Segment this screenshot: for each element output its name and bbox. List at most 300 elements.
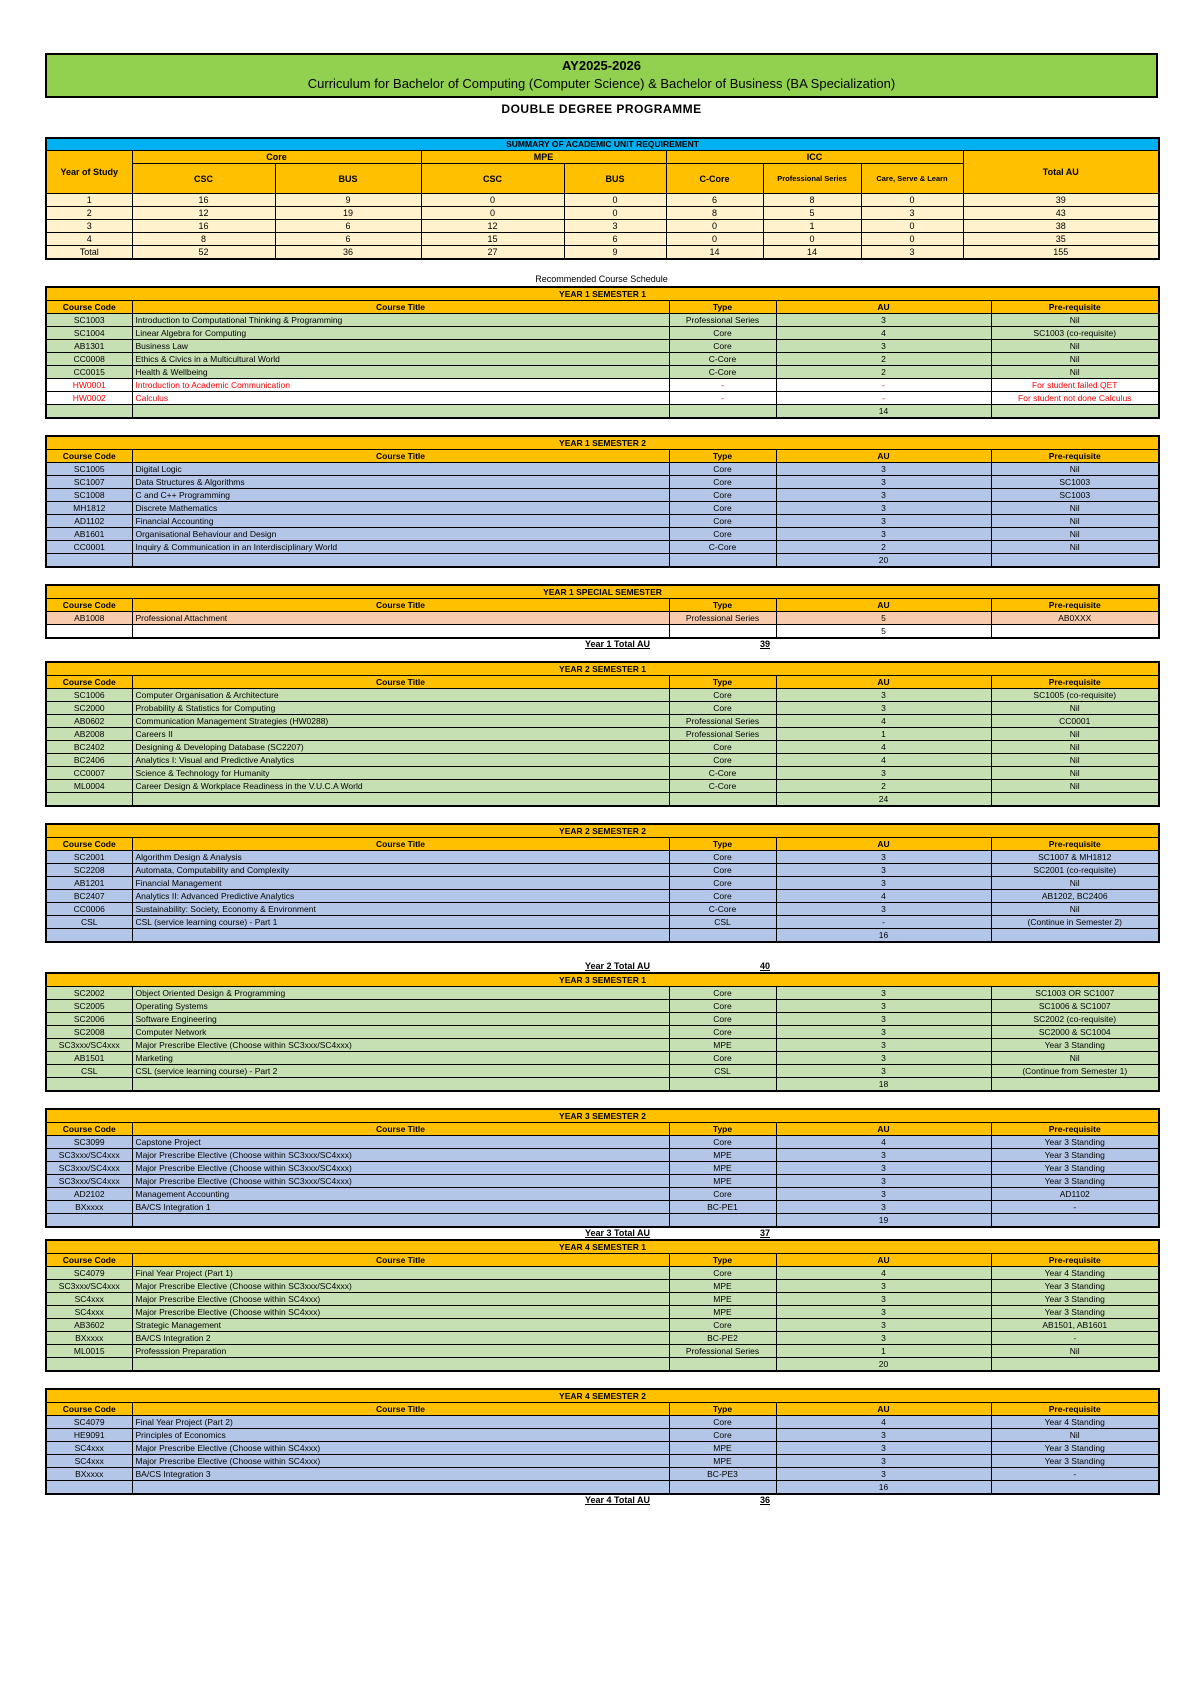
course-row xyxy=(46,327,1159,340)
year4-sem1-section xyxy=(45,1239,1158,1372)
course-type: Core xyxy=(669,1000,776,1013)
course-type: Core xyxy=(669,1052,776,1065)
course-row xyxy=(46,541,1159,554)
col-header-type: Type xyxy=(669,1254,776,1267)
column-header-row xyxy=(46,599,1159,612)
col-header-prereq: Pre-requisite xyxy=(991,1254,1159,1267)
course-au: - xyxy=(776,916,991,929)
course-prereq: Nil xyxy=(991,515,1159,528)
course-prereq: SC1003 xyxy=(991,489,1159,502)
course-prereq: Nil xyxy=(991,1345,1159,1358)
course-type: Core xyxy=(669,1188,776,1201)
course-type: Core xyxy=(669,327,776,340)
semester-total-row xyxy=(46,1214,1159,1228)
course-type: MPE xyxy=(669,1162,776,1175)
summary-cell: 155 xyxy=(963,246,1159,260)
year4-sem2-section xyxy=(45,1388,1158,1495)
summary-row xyxy=(46,246,1159,260)
summary-cell: 4 xyxy=(46,233,132,246)
course-type: Core xyxy=(669,1416,776,1429)
course-title: BA/CS Integration 1 xyxy=(132,1201,669,1214)
course-title: Final Year Project (Part 1) xyxy=(132,1267,669,1280)
course-title: Major Prescribe Elective (Choose within SC3xxx/SC4xxx) xyxy=(132,1175,669,1188)
col-header: Professional Series xyxy=(763,164,861,194)
course-code: SC1005 xyxy=(46,463,132,476)
col-header-prereq: Pre-requisite xyxy=(991,450,1159,463)
course-title: Introduction to Computational Thinking & Programming xyxy=(132,314,669,327)
course-type: MPE xyxy=(669,1293,776,1306)
course-prereq: Nil xyxy=(991,528,1159,541)
course-au: 2 xyxy=(776,353,991,366)
course-row xyxy=(46,689,1159,702)
course-type: Core xyxy=(669,1013,776,1026)
course-row xyxy=(46,1332,1159,1345)
course-code: SC2006 xyxy=(46,1013,132,1026)
semester-total-row xyxy=(46,405,1159,419)
course-code: SC1004 xyxy=(46,327,132,340)
year-total-label: Year 4 Total AU xyxy=(585,1495,651,1505)
course-title: Financial Management xyxy=(132,877,669,890)
summary-cell: 5 xyxy=(763,207,861,220)
col-header-code: Course Code xyxy=(46,676,132,689)
semester-total-au: 14 xyxy=(776,405,991,419)
col-header: CSC xyxy=(421,164,564,194)
course-prereq: Year 3 Standing xyxy=(991,1175,1159,1188)
course-row xyxy=(46,612,1159,625)
semester-table xyxy=(45,286,1160,419)
course-au: 3 xyxy=(776,851,991,864)
course-au: 4 xyxy=(776,890,991,903)
year1-total xyxy=(45,639,1158,653)
col-header-prereq: Pre-requisite xyxy=(991,301,1159,314)
course-title: Major Prescribe Elective (Choose within SC4xxx) xyxy=(132,1442,669,1455)
course-au: 3 xyxy=(776,1201,991,1214)
col-header-au: AU xyxy=(776,450,991,463)
course-code: SC2208 xyxy=(46,864,132,877)
course-au: 3 xyxy=(776,314,991,327)
course-au: 3 xyxy=(776,1026,991,1039)
col-header-prereq: Pre-requisite xyxy=(991,676,1159,689)
course-row xyxy=(46,515,1159,528)
column-header-row xyxy=(46,1403,1159,1416)
academic-year: AY2025-2026 xyxy=(561,58,642,73)
course-prereq: Year 4 Standing xyxy=(991,1416,1159,1429)
course-au: 3 xyxy=(776,1455,991,1468)
semester-total-row xyxy=(46,1078,1159,1092)
summary-cell: 6 xyxy=(275,220,421,233)
course-title: BA/CS Integration 3 xyxy=(132,1468,669,1481)
semester-title: YEAR 1 SEMESTER 1 xyxy=(46,287,1159,301)
course-row xyxy=(46,903,1159,916)
course-title: Communication Management Strategies (HW0288) xyxy=(132,715,669,728)
course-au: 3 xyxy=(776,1442,991,1455)
course-prereq: For student not done Calculus xyxy=(991,392,1159,405)
col-header-au: AU xyxy=(776,599,991,612)
year-total-value: 37 xyxy=(760,1228,771,1238)
summary-cell: 0 xyxy=(861,194,963,207)
year3-total xyxy=(45,1228,1158,1239)
col-header-au: AU xyxy=(776,838,991,851)
col-header-prereq: Pre-requisite xyxy=(991,838,1159,851)
course-prereq: Year 3 Standing xyxy=(991,1455,1159,1468)
course-row xyxy=(46,916,1159,929)
course-type: C-Core xyxy=(669,903,776,916)
course-type: BC-PE1 xyxy=(669,1201,776,1214)
course-au: 3 xyxy=(776,864,991,877)
course-code: SC3xxx/SC4xxx xyxy=(46,1280,132,1293)
summary-cell: 6 xyxy=(666,194,763,207)
semester-title-row xyxy=(46,585,1159,599)
course-au: 3 xyxy=(776,1175,991,1188)
course-type: BC-PE2 xyxy=(669,1332,776,1345)
summary-table xyxy=(45,137,1160,260)
summary-cell: 1 xyxy=(763,220,861,233)
semester-title: YEAR 1 SPECIAL SEMESTER xyxy=(46,585,1159,599)
course-prereq: Nil xyxy=(991,903,1159,916)
course-prereq: Nil xyxy=(991,702,1159,715)
semester-table xyxy=(45,823,1160,943)
course-prereq: SC1007 & MH1812 xyxy=(991,851,1159,864)
course-prereq: (Continue in Semester 2) xyxy=(991,916,1159,929)
col-header-title: Course Title xyxy=(132,599,669,612)
year4-total xyxy=(45,1495,1158,1509)
semester-total-au: 18 xyxy=(776,1078,991,1092)
course-code: SC4079 xyxy=(46,1267,132,1280)
course-row xyxy=(46,728,1159,741)
col-header-code: Course Code xyxy=(46,1123,132,1136)
summary-cell: 0 xyxy=(861,220,963,233)
course-title: Major Prescribe Elective (Choose within SC3xxx/SC4xxx) xyxy=(132,1280,669,1293)
course-type: Core xyxy=(669,515,776,528)
course-row xyxy=(46,715,1159,728)
course-type: Professional Series xyxy=(669,314,776,327)
course-code: AB3602 xyxy=(46,1319,132,1332)
col-header-code: Course Code xyxy=(46,1403,132,1416)
course-type: Core xyxy=(669,851,776,864)
col-header-title: Course Title xyxy=(132,450,669,463)
course-code: CC0015 xyxy=(46,366,132,379)
year-total-label: Year 2 Total AU xyxy=(585,961,651,971)
course-code: AB1008 xyxy=(46,612,132,625)
course-title: Ethics & Civics in a Multicultural World xyxy=(132,353,669,366)
summary-cell: 3 xyxy=(564,220,666,233)
course-prereq: SC1003 xyxy=(991,476,1159,489)
course-row xyxy=(46,502,1159,515)
course-au: 1 xyxy=(776,1345,991,1358)
summary-cell: 6 xyxy=(564,233,666,246)
course-code: SC3xxx/SC4xxx xyxy=(46,1039,132,1052)
col-header-title: Course Title xyxy=(132,676,669,689)
summary-cell: 16 xyxy=(132,220,275,233)
semester-total-au: 20 xyxy=(776,554,991,568)
course-prereq: Nil xyxy=(991,741,1159,754)
semester-title-row xyxy=(46,662,1159,676)
course-type: BC-PE3 xyxy=(669,1468,776,1481)
summary-cell: 0 xyxy=(564,207,666,220)
course-title: Health & Wellbeing xyxy=(132,366,669,379)
semester-title: YEAR 3 SEMESTER 1 xyxy=(46,973,1159,987)
course-prereq: Year 3 Standing xyxy=(991,1442,1159,1455)
course-type: MPE xyxy=(669,1442,776,1455)
course-title: Discrete Mathematics xyxy=(132,502,669,515)
course-row xyxy=(46,1267,1159,1280)
col-header-title: Course Title xyxy=(132,1123,669,1136)
group-icc: ICC xyxy=(666,151,963,164)
course-row xyxy=(46,1319,1159,1332)
semester-total-row xyxy=(46,625,1159,639)
course-title: Major Prescribe Elective (Choose within SC3xxx/SC4xxx) xyxy=(132,1162,669,1175)
col-header-type: Type xyxy=(669,599,776,612)
course-type: CSL xyxy=(669,1065,776,1078)
course-code: SC2001 xyxy=(46,851,132,864)
course-prereq: Nil xyxy=(991,754,1159,767)
programme-title: DOUBLE DEGREE PROGRAMME xyxy=(501,102,702,116)
course-title: Organisational Behaviour and Design xyxy=(132,528,669,541)
course-au: 3 xyxy=(776,528,991,541)
col-header-title: Course Title xyxy=(132,1254,669,1267)
course-type: Core xyxy=(669,528,776,541)
course-title: C and C++ Programming xyxy=(132,489,669,502)
semester-table xyxy=(45,1108,1160,1228)
summary-cell: 3 xyxy=(46,220,132,233)
course-prereq: Nil xyxy=(991,541,1159,554)
course-type: Professional Series xyxy=(669,612,776,625)
course-prereq: Nil xyxy=(991,780,1159,793)
semester-total-row xyxy=(46,929,1159,943)
summary-row xyxy=(46,233,1159,246)
semester-total-au: 16 xyxy=(776,1481,991,1495)
course-code: SC1008 xyxy=(46,489,132,502)
summary-cell: 0 xyxy=(666,233,763,246)
col-header-prereq: Pre-requisite xyxy=(991,599,1159,612)
course-type: Core xyxy=(669,890,776,903)
course-prereq: SC1003 (co-requisite) xyxy=(991,327,1159,340)
course-code: CC0008 xyxy=(46,353,132,366)
course-code: HE9091 xyxy=(46,1429,132,1442)
semester-total-au: 20 xyxy=(776,1358,991,1372)
course-au: 5 xyxy=(776,612,991,625)
course-au: 4 xyxy=(776,1267,991,1280)
course-prereq: - xyxy=(991,1201,1159,1214)
summary-cell: 8 xyxy=(666,207,763,220)
course-row xyxy=(46,864,1159,877)
course-prereq: Nil xyxy=(991,314,1159,327)
col-header-code: Course Code xyxy=(46,838,132,851)
semester-table xyxy=(45,584,1160,639)
semester-title-row xyxy=(46,973,1159,987)
course-code: SC4xxx xyxy=(46,1293,132,1306)
course-row xyxy=(46,877,1159,890)
course-title: Professional Attachment xyxy=(132,612,669,625)
col-header-code: Course Code xyxy=(46,450,132,463)
course-code: AB1201 xyxy=(46,877,132,890)
course-au: 4 xyxy=(776,327,991,340)
course-title: Object Oriented Design & Programming xyxy=(132,987,669,1000)
course-type: C-Core xyxy=(669,541,776,554)
course-au: 3 xyxy=(776,702,991,715)
course-code: CC0007 xyxy=(46,767,132,780)
course-title: Marketing xyxy=(132,1052,669,1065)
course-row xyxy=(46,780,1159,793)
course-row xyxy=(46,851,1159,864)
course-title: Automata, Computability and Complexity xyxy=(132,864,669,877)
course-prereq: Nil xyxy=(991,502,1159,515)
group-mpe: MPE xyxy=(421,151,666,164)
course-title: Computer Network xyxy=(132,1026,669,1039)
course-type: MPE xyxy=(669,1455,776,1468)
course-type: Core xyxy=(669,754,776,767)
course-au: 3 xyxy=(776,1188,991,1201)
course-au: 2 xyxy=(776,366,991,379)
course-au: 1 xyxy=(776,728,991,741)
course-prereq: Year 3 Standing xyxy=(991,1293,1159,1306)
course-title: CSL (service learning course) - Part 2 xyxy=(132,1065,669,1078)
course-row xyxy=(46,1149,1159,1162)
course-row xyxy=(46,1455,1159,1468)
semester-table xyxy=(45,1388,1160,1495)
course-title: CSL (service learning course) - Part 1 xyxy=(132,916,669,929)
summary-row xyxy=(46,194,1159,207)
col-header-au: AU xyxy=(776,1123,991,1136)
course-type: MPE xyxy=(669,1039,776,1052)
summary-cell: 12 xyxy=(132,207,275,220)
course-title: Probability & Statistics for Computing xyxy=(132,702,669,715)
summary-cell: Total xyxy=(46,246,132,260)
year-total-label: Year 3 Total AU xyxy=(585,1228,651,1238)
col-header-type: Type xyxy=(669,1123,776,1136)
group-core: Core xyxy=(132,151,421,164)
semester-title-row xyxy=(46,436,1159,450)
course-code: SC4xxx xyxy=(46,1455,132,1468)
course-prereq: (Continue from Semester 1) xyxy=(991,1065,1159,1078)
course-code: SC4xxx xyxy=(46,1442,132,1455)
course-title: Professsion Preparation xyxy=(132,1345,669,1358)
course-title: Digital Logic xyxy=(132,463,669,476)
course-prereq: - xyxy=(991,1468,1159,1481)
course-code: AB1501 xyxy=(46,1052,132,1065)
course-au: 3 xyxy=(776,476,991,489)
summary-cell: 3 xyxy=(861,207,963,220)
course-title: Financial Accounting xyxy=(132,515,669,528)
summary-cell: 8 xyxy=(763,194,861,207)
course-au: 3 xyxy=(776,489,991,502)
col-header-prereq: Pre-requisite xyxy=(991,1123,1159,1136)
course-row xyxy=(46,1188,1159,1201)
course-au: 4 xyxy=(776,741,991,754)
course-row xyxy=(46,1052,1159,1065)
course-title: Career Design & Workplace Readiness in the V.U.C.A World xyxy=(132,780,669,793)
summary-row xyxy=(46,220,1159,233)
course-row xyxy=(46,340,1159,353)
course-row xyxy=(46,1065,1159,1078)
col-header-title: Course Title xyxy=(132,301,669,314)
summary-cell: 52 xyxy=(132,246,275,260)
summary-cell: 35 xyxy=(963,233,1159,246)
recommended-schedule-label: Recommended Course Schedule xyxy=(535,274,668,284)
semester-table xyxy=(45,972,1160,1092)
year1-sem1-section xyxy=(45,286,1158,419)
course-code: SC1006 xyxy=(46,689,132,702)
course-code: SC3099 xyxy=(46,1136,132,1149)
semester-title: YEAR 2 SEMESTER 2 xyxy=(46,824,1159,838)
course-prereq: AB0XXX xyxy=(991,612,1159,625)
course-prereq: Nil xyxy=(991,463,1159,476)
summary-cell: 0 xyxy=(421,207,564,220)
course-au: 3 xyxy=(776,1039,991,1052)
summary-row xyxy=(46,207,1159,220)
summary-cell: 6 xyxy=(275,233,421,246)
course-title: Algorithm Design & Analysis xyxy=(132,851,669,864)
course-type: Core xyxy=(669,476,776,489)
course-row xyxy=(46,1013,1159,1026)
course-row xyxy=(46,1429,1159,1442)
course-au: 3 xyxy=(776,1429,991,1442)
summary-cell: 1 xyxy=(46,194,132,207)
course-title: Careers II xyxy=(132,728,669,741)
course-au: 3 xyxy=(776,903,991,916)
course-prereq: SC1003 OR SC1007 xyxy=(991,987,1159,1000)
col-header-type: Type xyxy=(669,838,776,851)
semester-title: YEAR 4 SEMESTER 2 xyxy=(46,1389,1159,1403)
course-title: Analytics II: Advanced Predictive Analytics xyxy=(132,890,669,903)
col-header-type: Type xyxy=(669,450,776,463)
summary-cell: 0 xyxy=(564,194,666,207)
course-au: 3 xyxy=(776,1000,991,1013)
col-header-type: Type xyxy=(669,1403,776,1416)
course-au: 3 xyxy=(776,1052,991,1065)
course-prereq: SC2002 (co-requisite) xyxy=(991,1013,1159,1026)
course-prereq: For student failed QET xyxy=(991,379,1159,392)
course-code: CSL xyxy=(46,1065,132,1078)
year-of-study-header: Year of Study xyxy=(46,151,132,194)
summary-cell: 39 xyxy=(963,194,1159,207)
course-code: SC2000 xyxy=(46,702,132,715)
course-au: 3 xyxy=(776,1319,991,1332)
summary-cell: 8 xyxy=(132,233,275,246)
course-prereq: Nil xyxy=(991,340,1159,353)
course-prereq: CC0001 xyxy=(991,715,1159,728)
course-code: CC0006 xyxy=(46,903,132,916)
course-type: C-Core xyxy=(669,780,776,793)
course-row xyxy=(46,489,1159,502)
semester-title-row xyxy=(46,1109,1159,1123)
column-header-row xyxy=(46,1254,1159,1267)
course-au: 3 xyxy=(776,987,991,1000)
course-code: BC2402 xyxy=(46,741,132,754)
total-au-header: Total AU xyxy=(963,151,1159,194)
curriculum-title: Curriculum for Bachelor of Computing (Computer Science) & Bachelor of Business (BA Specialization) xyxy=(307,76,896,91)
course-au: 4 xyxy=(776,1416,991,1429)
course-au: 3 xyxy=(776,1280,991,1293)
semester-total-au: 24 xyxy=(776,793,991,807)
course-prereq: Nil xyxy=(991,728,1159,741)
course-type: C-Core xyxy=(669,366,776,379)
course-code: HW0001 xyxy=(46,379,132,392)
course-prereq: Year 3 Standing xyxy=(991,1280,1159,1293)
course-type: Core xyxy=(669,489,776,502)
course-au: 3 xyxy=(776,502,991,515)
summary-body xyxy=(46,194,1159,260)
course-au: 3 xyxy=(776,340,991,353)
course-row xyxy=(46,528,1159,541)
course-title: Calculus xyxy=(132,392,669,405)
course-row xyxy=(46,1306,1159,1319)
course-au: 3 xyxy=(776,1065,991,1078)
course-prereq: Nil xyxy=(991,1052,1159,1065)
course-code: SC2005 xyxy=(46,1000,132,1013)
course-row xyxy=(46,1416,1159,1429)
col-header-au: AU xyxy=(776,301,991,314)
